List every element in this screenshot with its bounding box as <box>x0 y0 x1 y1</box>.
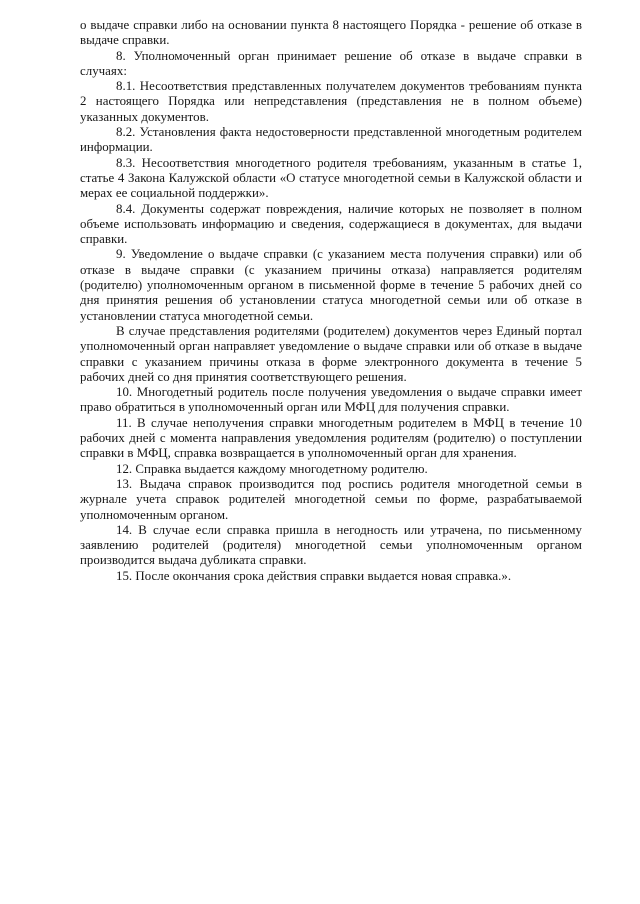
paragraph-8-4: 8.4. Документы содержат повреждения, наличие которых не позволяет в полном объеме использовать информацию и сведения, содержащиеся в документах, для выдачи справки. <box>80 201 582 247</box>
paragraph-9: 9. Уведомление о выдаче справки (с указанием места получения справки) или об отказе в выдаче справки (с указанием причины отказа) направляется родителям (родителю) уполномоченным органом в письменной форме в течение 5 рабочих дней со дня принятия решения об установлении статуса многодетной семьи или об отказе в установлении статуса многодетной семьи. <box>80 247 582 323</box>
paragraph-8-1: 8.1. Несоответствия представленных получателем документов требованиям пункта 2 настоящего Порядка или непредставления (представления не в полном объеме) указанных документов. <box>80 79 582 124</box>
paragraph-9-portal: В случае представления родителями (родителем) документов через Единый портал уполномоченный орган направляет уведомление о выдаче справки или об отказе в выдаче справки с указанием причины отказа в форме электронного документа в течение 5 рабочих дней со дня принятия соответствующего решения. <box>80 323 582 384</box>
paragraph-15: 15. После окончания срока действия справки выдается новая справка.». <box>116 568 512 583</box>
paragraph-11: 11. В случае неполучения справки многодетным родителем в МФЦ в течение 10 рабочих дней с момента направления уведомления родителям (родителю) о поступлении справки в МФЦ, справка возвращается в уполномоченный орган для хранения. <box>80 415 582 461</box>
document-body <box>80 18 582 584</box>
paragraph-14: 14. В случае если справка пришла в негодность или утрачена, по письменному заявлению родителей (родителя) многодетной семьи уполномоченным органом производится выдача дубликата справки. <box>80 522 582 568</box>
paragraph-10: 10. Многодетный родитель после получения уведомления о выдаче справки имеет право обратиться в уполномоченный орган или МФЦ для получения справки. <box>80 385 582 415</box>
paragraph-12: 12. Справка выдается каждому многодетному родителю. <box>116 461 428 476</box>
paragraph-8-2: 8.2. Установления факта недостоверности представленной многодетным родителем информации. <box>80 125 582 155</box>
paragraph-13: 13. Выдача справок производится под роспись родителя многодетной семьи в журнале учета справок родителей многодетной семьи по форме, разрабатываемой уполномоченным органом. <box>80 476 582 522</box>
paragraph-8-3: 8.3. Несоответствия многодетного родителя требованиям, указанным в статье 1, статье 4 Закона Калужской области «О статусе многодетной семьи в Калужской области и мерах ее социальной поддержки». <box>80 155 582 201</box>
paragraph-8: 8. Уполномоченный орган принимает решение об отказе в выдаче справки в случаях: <box>80 48 582 78</box>
paragraph-continuation: о выдаче справки либо на основании пункта 8 настоящего Порядка - решение об отказе в выдаче справки. <box>80 18 582 48</box>
